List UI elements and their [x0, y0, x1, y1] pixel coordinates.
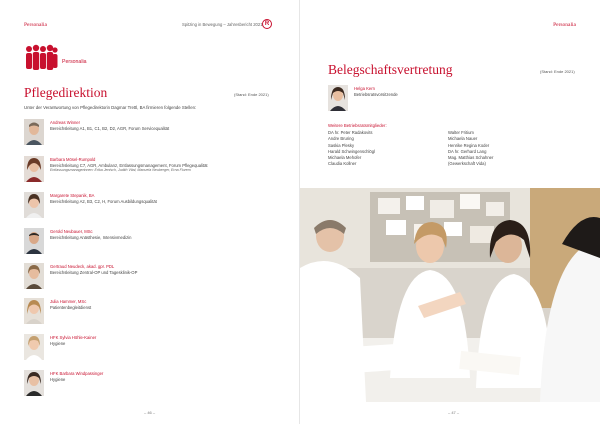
member-name: Michaela Mehofer — [328, 155, 362, 161]
person-role: Bereichsleitung A2, B3, C2, H, Forum Ausbildungsqualität — [50, 198, 157, 204]
person-entry — [328, 85, 528, 113]
running-header-right: Personalia — [553, 22, 576, 28]
person-entry — [24, 334, 284, 362]
page-title: Belegschaftsvertretung — [328, 62, 453, 77]
person-role: Bereichsleitung C7, AGR, Ambulanz, Entlassungsmanagement, Forum Pflegequalität — [50, 162, 208, 168]
person-name: HFK Barbara Windpassinger — [50, 371, 104, 376]
members-column-1 — [328, 130, 375, 168]
person-role: Hygiene — [50, 376, 66, 382]
person-name: Gertraud Neudeck, akad. gpr. PDL — [50, 264, 115, 269]
member-name: Saskia Plesky — [328, 142, 355, 148]
person-photo — [24, 119, 44, 145]
person-role: Betriebsratsvorsitzende — [354, 91, 398, 97]
person-entry — [24, 192, 284, 220]
page-title: Pflegedirektion — [24, 85, 108, 100]
people-group-icon — [24, 44, 58, 74]
person-photo — [24, 192, 44, 218]
person-role: Bereichsleitung A1, B1, C1, B2, D2, AGR, Forum Servicequalität — [50, 125, 170, 131]
members-title: Weitere Betriebsratsmitglieder: — [328, 123, 387, 128]
member-name: Walter Fritium — [448, 130, 474, 135]
member-name: Mag. Matthias Schahner — [448, 155, 494, 161]
person-photo — [24, 156, 44, 182]
team-meeting-photo — [300, 188, 600, 402]
person-entry — [24, 228, 284, 256]
person-note: Entlassungsmanagerinnen: Erika Jenisch, Judith Vital, Manuela Neuberger, Erna Flurem — [50, 168, 191, 173]
page-number: – 46 – — [144, 410, 156, 415]
person-entry — [24, 156, 284, 184]
person-name: Margarete Stepanik, BA — [50, 193, 95, 198]
stand-note: (Stand: Ende 2021) — [234, 92, 269, 97]
member-name: Andre Bruring — [328, 136, 354, 142]
person-photo — [328, 85, 348, 111]
member-name: DA hr. Gerhard Lang — [448, 148, 487, 154]
person-name: Andreas Winner — [50, 120, 81, 125]
person-name: HFK Sylvia Höhle-Kainer — [50, 335, 97, 340]
member-name: Henrike Regina Koder — [448, 142, 490, 148]
person-photo — [24, 298, 44, 324]
person-photo — [24, 370, 44, 396]
person-name: Helga Kern — [354, 86, 375, 91]
hospital-logo-icon: R — [262, 19, 272, 29]
person-name: Gerold Neubauer, MSc — [50, 229, 93, 234]
member-name: DA hr. Peter Radakovits — [328, 130, 373, 135]
person-name: Barbara Mösel-Rumpold — [50, 157, 96, 162]
person-role: Hygiene — [50, 340, 66, 346]
person-entry — [24, 298, 284, 326]
member-name: Harald Schwingenschlögl — [328, 148, 376, 154]
person-entry — [24, 263, 284, 291]
person-name: Julia Hammer, MSc — [50, 299, 87, 304]
running-header-left: Personalia — [24, 22, 47, 28]
page-number: – 47 – — [448, 410, 460, 415]
stand-note: (Stand: Ende 2021) — [540, 69, 575, 74]
member-name: (Gewerkschaft Vida) — [448, 161, 486, 167]
person-entry — [24, 119, 284, 147]
member-name: Michaela Nauer — [448, 136, 478, 142]
person-role: Patientenbegleitdienst — [50, 304, 92, 310]
running-header-center: Spitzing in Bewegung – Jahresbericht 2021 — [182, 22, 263, 27]
person-entry — [24, 370, 284, 398]
section-label: Personalia — [62, 59, 87, 65]
person-photo — [24, 263, 44, 289]
right-page — [300, 0, 600, 424]
person-photo — [24, 334, 44, 360]
members-column-2 — [448, 130, 493, 168]
intro-text: Unter der Verantwortung von Pflegedirektorin Dagmar Trettl, BA firmieren folgende Stellen: — [24, 105, 197, 110]
member-name: Claudia Kollner — [328, 161, 357, 167]
person-photo — [24, 228, 44, 254]
person-role: Bereichsleitung Anästhesie, Intensivmedizin — [50, 234, 132, 240]
person-role: Bereichsleitung Zentral-OP und Tagesklinik-OP — [50, 269, 138, 275]
